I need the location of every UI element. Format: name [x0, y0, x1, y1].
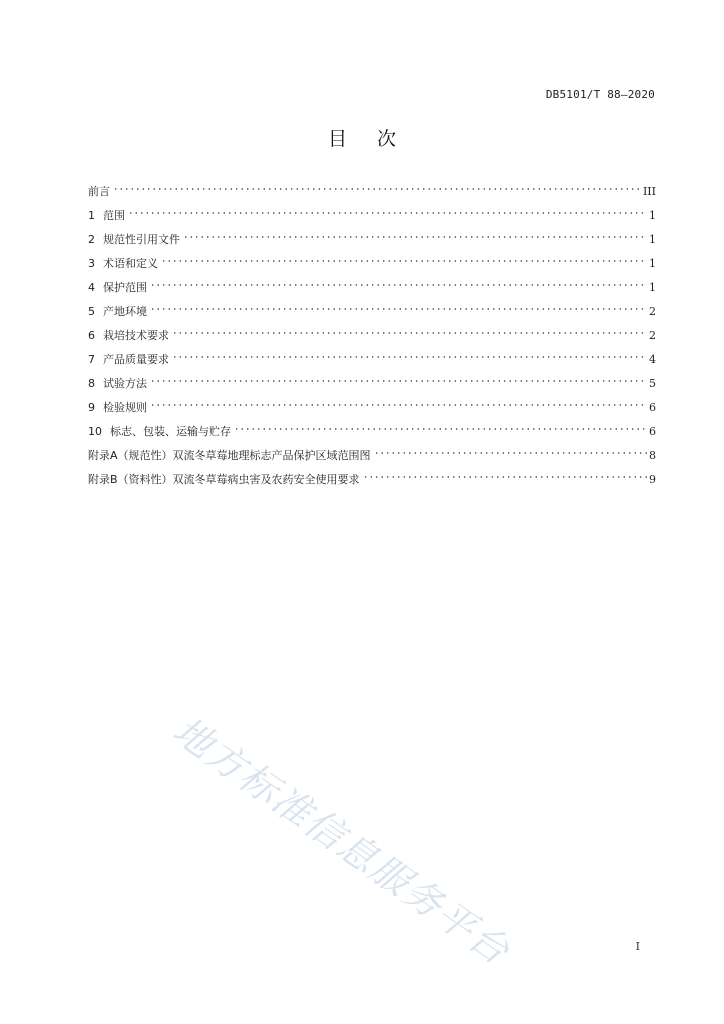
- toc-entry-page: 8: [649, 449, 656, 462]
- toc-entry-page: 5: [649, 377, 656, 390]
- toc-entry-appendix-a[interactable]: [88, 447, 656, 471]
- toc-title-char-1: 目: [327, 128, 347, 150]
- toc-entry-label: 附录A（规范性）双流冬草莓地理标志产品保护区域范围图: [88, 449, 371, 462]
- toc-entry-page: 4: [649, 353, 656, 366]
- standard-code: DB5101/T 88—2020: [545, 88, 655, 101]
- toc-leader-dots: [128, 210, 647, 216]
- toc-entry-8[interactable]: [88, 375, 656, 399]
- watermark: 地方标准信息服务平台: [165, 708, 519, 974]
- toc-entry-5[interactable]: [88, 303, 656, 327]
- toc-entry-4[interactable]: [88, 279, 656, 303]
- toc-entry-10[interactable]: [88, 423, 656, 447]
- toc-entry-page: 1: [649, 281, 656, 294]
- toc-entry-number: 6: [88, 329, 95, 342]
- toc-entry-label: 产品质量要求: [103, 353, 169, 366]
- toc-entry-number: 1: [88, 209, 95, 222]
- toc-entry-label: 术语和定义: [103, 257, 158, 270]
- toc-entry-number: 7: [88, 353, 95, 366]
- toc-leader-dots: [150, 306, 647, 312]
- toc-entry-label: 试验方法: [103, 377, 147, 390]
- toc-entry-label: 保护范围: [103, 281, 147, 294]
- toc-entry-page: 9: [649, 473, 656, 486]
- toc-entry-label: 产地环境: [103, 305, 147, 318]
- toc-entry-label: 标志、包装、运输与贮存: [110, 425, 231, 438]
- toc-entry-1[interactable]: [88, 207, 656, 231]
- toc-leader-dots: [234, 426, 647, 432]
- toc-entry-number: 2: [88, 233, 95, 246]
- toc-entry-number: 4: [88, 281, 95, 294]
- toc-leader-dots: [374, 450, 647, 456]
- toc-entry-page: 1: [649, 257, 656, 270]
- toc-entry-foreword[interactable]: [88, 183, 656, 207]
- toc-entry-label: 前言: [88, 185, 110, 198]
- toc-title: [0, 124, 724, 151]
- toc-leader-dots: [113, 186, 641, 192]
- toc-entry-page: 2: [649, 305, 656, 318]
- toc-entry-9[interactable]: [88, 399, 656, 423]
- toc-leader-dots: [150, 282, 647, 288]
- page-number: I: [635, 940, 640, 953]
- toc-entry-page: 2: [649, 329, 656, 342]
- toc-entry-label: 附录B（资料性）双流冬草莓病虫害及农药安全使用要求: [88, 473, 360, 486]
- toc-entry-page: 1: [649, 233, 656, 246]
- toc-entry-page: III: [642, 185, 656, 198]
- toc-entry-3[interactable]: [88, 255, 656, 279]
- toc-entry-number: 9: [88, 401, 95, 414]
- toc-entry-label: 栽培技术要求: [103, 329, 169, 342]
- toc-entry-page: 6: [649, 425, 656, 438]
- toc-entry-label: 规范性引用文件: [103, 233, 180, 246]
- toc-list: [88, 183, 656, 495]
- toc-leader-dots: [183, 234, 647, 240]
- toc-leader-dots: [172, 330, 647, 336]
- toc-entry-number: 8: [88, 377, 95, 390]
- toc-title-char-2: 次: [377, 128, 397, 150]
- toc-entry-2[interactable]: [88, 231, 656, 255]
- toc-entry-7[interactable]: [88, 351, 656, 375]
- toc-leader-dots: [150, 402, 647, 408]
- toc-entry-label: 范围: [103, 209, 125, 222]
- toc-entry-appendix-b[interactable]: [88, 471, 656, 495]
- toc-entry-label: 检验规则: [103, 401, 147, 414]
- toc-entry-number: 10: [88, 425, 102, 438]
- toc-entry-number: 5: [88, 305, 95, 318]
- toc-leader-dots: [363, 474, 647, 480]
- toc-leader-dots: [150, 378, 647, 384]
- toc-leader-dots: [161, 258, 647, 264]
- toc-entry-page: 1: [649, 209, 656, 222]
- toc-entry-number: 3: [88, 257, 95, 270]
- toc-entry-page: 6: [649, 401, 656, 414]
- toc-leader-dots: [172, 354, 647, 360]
- toc-entry-6[interactable]: [88, 327, 656, 351]
